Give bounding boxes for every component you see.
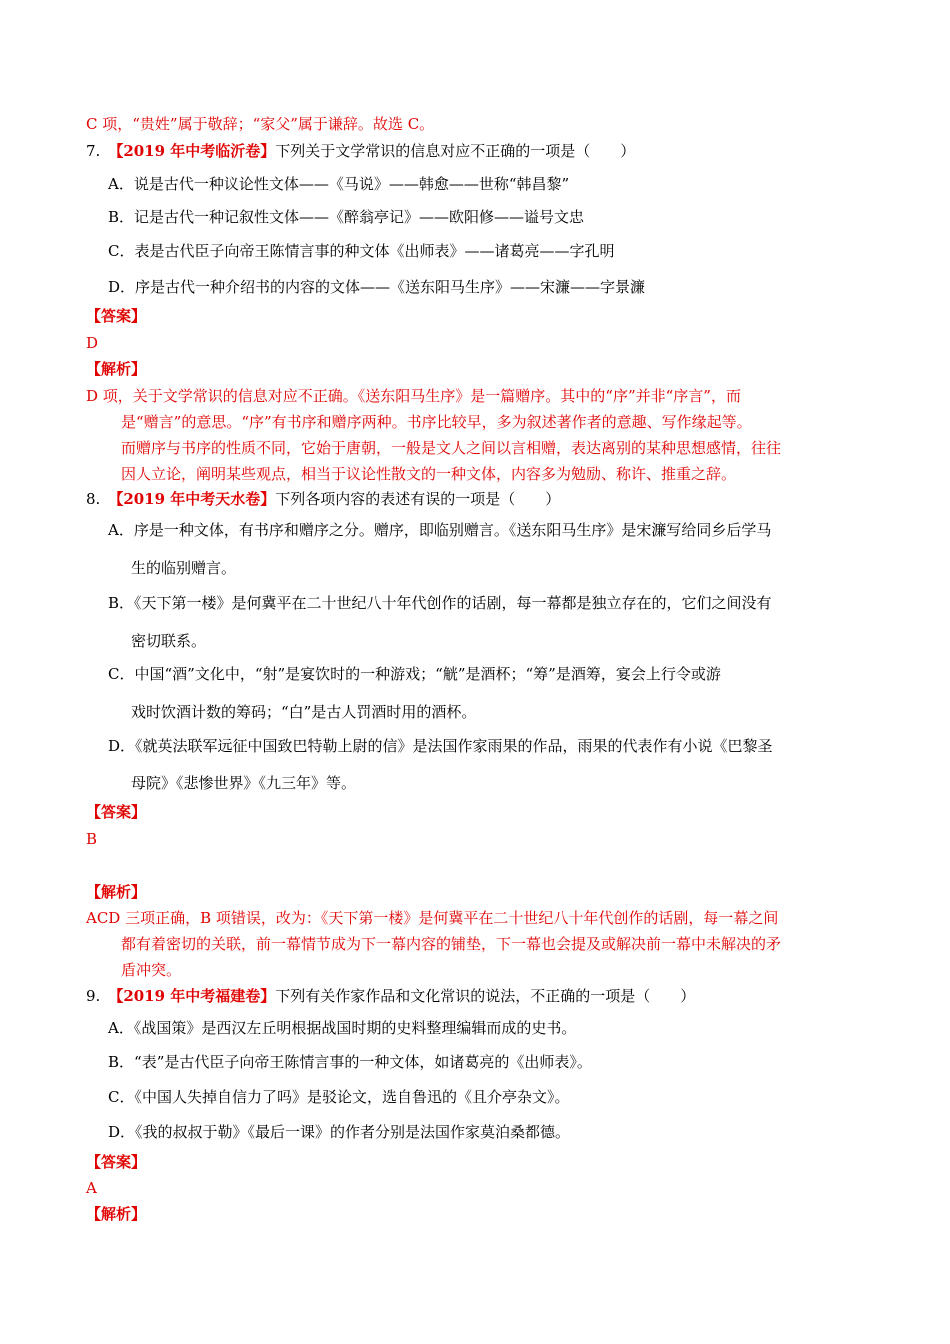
option-d: D．序是古代一种介绍书的内容的文体——《送东阳马生序》——宋濂——字景濂 — [108, 278, 646, 296]
analysis-text: 而赠序与书序的性质不同，它始于唐朝，一般是文人之间以言相赠，表达离别的某种思想感情，往往 — [121, 439, 782, 457]
analysis-text: 因人立论，阐明某些观点，相当于议论性散文的一种文体，内容多为勉励、称许、推重之辞。 — [121, 465, 737, 483]
answer-value: A — [86, 1179, 97, 1197]
option-c-continued: 戏时饮酒计数的筹码；“白”是古人罚酒时用的酒杯。 — [131, 703, 477, 721]
answer-label: 【答案】 — [86, 1153, 147, 1171]
option-c: C．《中国人失掉自信力了吗》是驳论文，选自鲁迅的《且介亭杂文》。 — [108, 1088, 570, 1106]
question-number: 8. — [86, 490, 101, 508]
question-number: 7. — [86, 142, 101, 160]
analysis-label: 【解析】 — [86, 1205, 147, 1223]
analysis-text: 是“赠言”的意思。“序”有书序和赠序两种。书序比较早，多为叙述著作者的意趣、写作缘起等。 — [121, 413, 752, 431]
option-d: D．《就英法联军远征中国致巴特勒上尉的信》是法国作家雨果的作品，雨果的代表作有小说《巴黎圣 — [108, 737, 773, 755]
option-d: D．《我的叔叔于勒》《最后一课》的作者分别是法国作家莫泊桑都德。 — [108, 1123, 571, 1141]
answer-label: 【答案】 — [86, 307, 147, 325]
option-b: B．《天下第一楼》是何冀平在二十世纪八十年代创作的话剧，每一幕都是独立存在的，它们之间没有 — [108, 594, 772, 612]
question-text: 下列各项内容的表述有误的一项是（ ） — [275, 490, 561, 508]
analysis-label: 【解析】 — [86, 360, 147, 378]
question-source: 【2019 年中考临沂卷】 — [108, 142, 276, 160]
option-b: B．“表”是古代臣子向帝王陈情言事的一种文体，如诸葛亮的《出师表》。 — [108, 1053, 592, 1071]
option-a: A．《战国策》是西汉左丘明根据战国时期的史料整理编辑而成的史书。 — [108, 1019, 577, 1037]
question-source: 【2019 年中考天水卷】 — [108, 490, 276, 508]
answer-value: D — [86, 334, 99, 352]
explanation-text: C 项，“贵姓”属于敬辞；“家父”属于谦辞。故选 C。 — [86, 115, 435, 133]
analysis-text: 都有着密切的关联，前一幕情节成为下一幕内容的铺垫，下一幕也会提及或解决前一幕中未解决的矛 — [121, 935, 782, 953]
question-text: 下列关于文学常识的信息对应不正确的一项是（ ） — [275, 142, 636, 160]
answer-value: B — [86, 830, 98, 848]
option-c: C．中国“酒”文化中，“射”是宴饮时的一种游戏；“觥”是酒杯；“筹”是酒筹，宴会上行令或游 — [108, 665, 721, 683]
option-a: A．序是一种文体，有书序和赠序之分。赠序，即临别赠言。《送东阳马生序》是宋濂写给同乡后学马 — [108, 521, 772, 539]
answer-label: 【答案】 — [86, 803, 147, 821]
analysis-text: 盾冲突。 — [121, 961, 182, 979]
analysis-text: ACD 三项正确，B 项错误，改为：《天下第一楼》是何冀平在二十世纪八十年代创作的话剧，每一幕之间 — [86, 909, 779, 927]
question-7-stem — [86, 141, 635, 161]
option-d-continued: 母院》《悲惨世界》《九三年》等。 — [131, 774, 357, 792]
analysis-text: D 项，关于文学常识的信息对应不正确。《送东阳马生序》是一篇赠序。其中的“序”并非“序言”，而 — [86, 387, 741, 405]
analysis-label: 【解析】 — [86, 883, 147, 901]
option-b: B．记是古代一种记叙性文体——《醉翁亭记》——欧阳修——谥号文忠 — [108, 208, 585, 226]
question-9-stem — [86, 986, 695, 1006]
question-text: 下列有关作家作品和文化常识的说法，不正确的一项是（ ） — [275, 987, 696, 1005]
question-number: 9. — [86, 987, 101, 1005]
option-c: C．表是古代臣子向帝王陈情言事的种文体《出师表》——诸葛亮——字孔明 — [108, 242, 615, 260]
option-a-continued: 生的临别赠言。 — [131, 559, 237, 577]
question-source: 【2019 年中考福建卷】 — [108, 987, 276, 1005]
option-b-continued: 密切联系。 — [131, 632, 207, 650]
option-a: A．说是古代一种议论性文体——《马说》——韩愈——世称“韩昌黎” — [108, 175, 570, 193]
question-8-stem — [86, 489, 560, 509]
